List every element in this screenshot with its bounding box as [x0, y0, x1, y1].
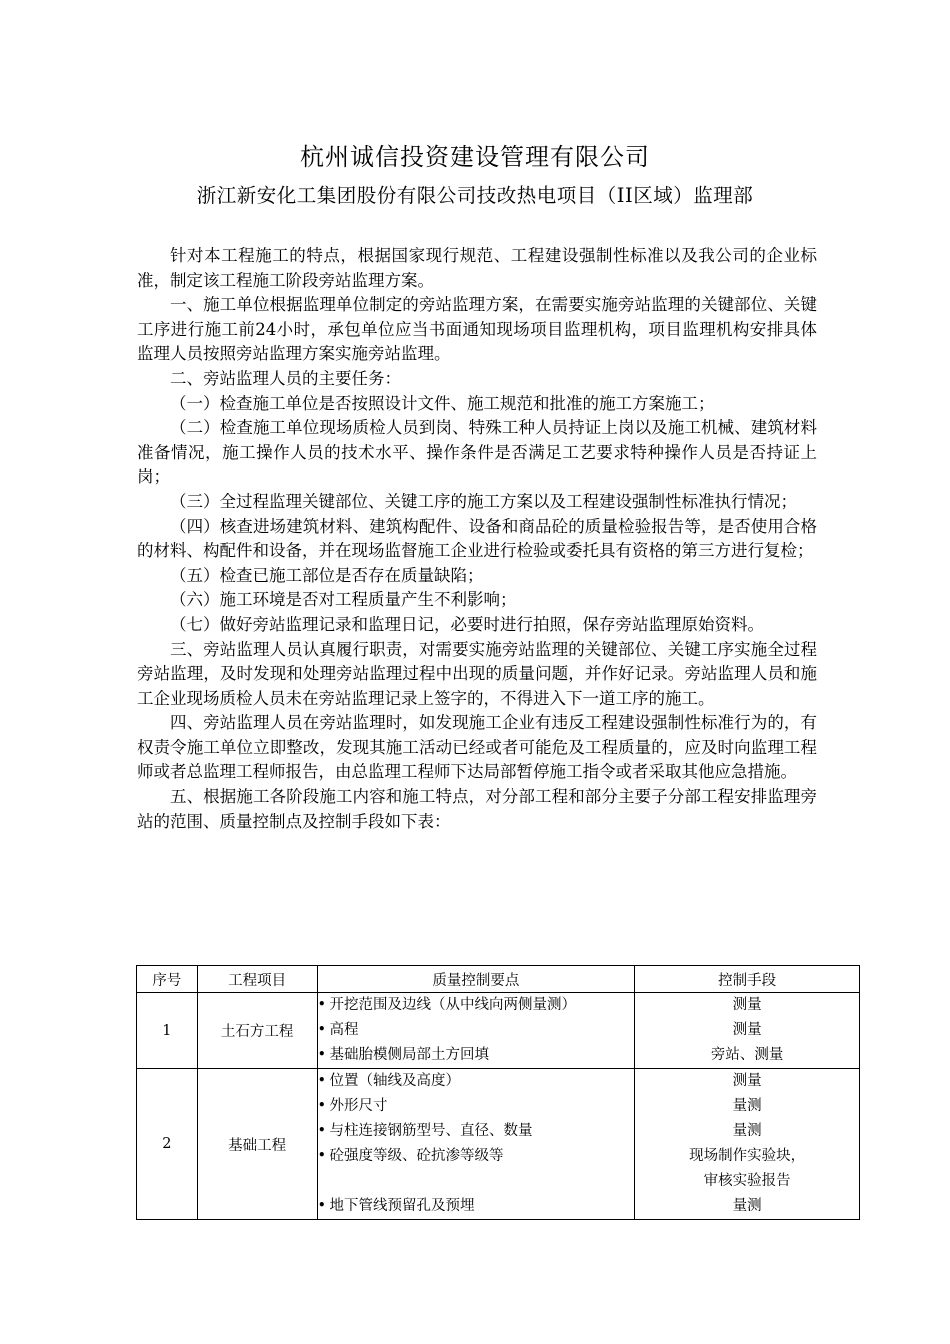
- paragraph-3: 三、旁站监理人员认真履行职责，对需要实施旁站监理的关键部位、关键工序实施全过程旁站监理，及时发现和处理旁站监理过程中出现的质量问题，并作好记录。旁站监理人员和施工企业现场质检人员未在旁站监理记录上签字的，不得进入下一道工序的施工。: [137, 639, 817, 708]
- project-title: 浙江新安化工集团股份有限公司技改热电项目（II区域）监理部: [196, 184, 754, 207]
- point-line: • 高程: [317, 1022, 359, 1038]
- header-methods: 控制手段: [635, 966, 860, 993]
- point-line: • 开挖范围及边线（从中线向两侧量测）: [317, 997, 576, 1013]
- table-row: [137, 993, 860, 1069]
- row-methods: [635, 1069, 860, 1220]
- method-line: 量测: [732, 1123, 762, 1139]
- task-2: （二）检查施工单位现场质检人员到岗、特殊工种人员持证上岗以及施工机械、建筑材料准备情况，施工操作人员的技术水平、操作条件是否满足工艺要求特种操作人员是否持证上岗；: [137, 418, 817, 487]
- point-line: • 与柱连接钢筋型号、直径、数量: [317, 1123, 533, 1139]
- point-line: • 位置（轴线及高度）: [317, 1073, 460, 1089]
- company-title: 杭州诚信投资建设管理有限公司: [300, 143, 650, 171]
- method-line: 旁站、测量: [710, 1047, 784, 1063]
- point-line: • 砼强度等级、砼抗渗等级等: [317, 1148, 504, 1164]
- method-line: 量测: [732, 1098, 762, 1114]
- row-item: 基础工程: [197, 1069, 317, 1220]
- row-no: 1: [137, 993, 198, 1069]
- method-line: 测量: [732, 1073, 762, 1089]
- task-7: （七）做好旁站监理记录和监理日记，必要时进行拍照，保存旁站监理原始资料。: [170, 614, 764, 634]
- paragraph-2: 二、旁站监理人员的主要任务：: [170, 368, 401, 388]
- method-line: 现场制作实验块，: [689, 1148, 806, 1164]
- row-no: 2: [137, 1069, 198, 1220]
- paragraph-4: 四、旁站监理人员在旁站监理时，如发现施工企业有违反工程建设强制性标准行为的，有权责令施工单位立即整改，发现其施工活动已经或者可能危及工程质量的，应及时向监理工程师或者总监理工程师报告，由总监理工程师下达局部暂停施工指令或者采取其他应急措施。: [137, 713, 817, 782]
- task-3: （三）全过程监理关键部位、关键工序的施工方案以及工程建设强制性标准执行情况；: [170, 491, 797, 511]
- method-line: 量测: [732, 1198, 762, 1214]
- row-points: [317, 1069, 635, 1220]
- paragraph-5: 五、根据施工各阶段施工内容和施工特点，对分部工程和部分主要子分部工程安排监理旁站的范围、质量控制点及控制手段如下表：: [137, 787, 817, 831]
- table-row: [137, 1069, 860, 1220]
- body-text: [137, 244, 817, 834]
- method-line: 测量: [732, 1022, 762, 1038]
- row-item: 土石方工程: [197, 993, 317, 1069]
- intro-paragraph: 针对本工程施工的特点，根据国家现行规范、工程建设强制性标准以及我公司的企业标准，制定该工程施工阶段旁站监理方案。: [137, 246, 817, 290]
- point-line-blank: [318, 1169, 635, 1194]
- header-no: 序号: [137, 966, 198, 993]
- point-line: • 外形尺寸: [317, 1098, 388, 1114]
- task-1: （一）检查施工单位是否按照设计文件、施工规范和批准的施工方案施工；: [170, 393, 715, 413]
- task-4: （四）核查进场建筑材料、建筑构配件、设备和商品砼的质量检验报告等，是否使用合格的材料、构配件和设备，并在现场监督施工企业进行检验或委托具有资格的第三方进行复检；: [137, 516, 817, 561]
- row-methods: [635, 993, 860, 1069]
- point-line: • 地下管线预留孔及预埋: [317, 1198, 475, 1214]
- control-table: [136, 965, 860, 1220]
- task-5: （五）检查已施工部位是否存在质量缺陷；: [170, 565, 484, 585]
- row-points: [317, 993, 635, 1069]
- paragraph-1: 一、施工单位根据监理单位制定的旁站监理方案，在需要实施旁站监理的关键部位、关键工序进行施工前24小时，承包单位应当书面通知现场项目监理机构，项目监理机构安排具体监理人员按照旁站监理方案实施旁站监理。: [137, 295, 817, 364]
- method-line: 测量: [732, 997, 762, 1013]
- header-item: 工程项目: [197, 966, 317, 993]
- point-line: • 基础胎模侧局部土方回填: [317, 1047, 489, 1063]
- method-line: 审核实验报告: [703, 1173, 791, 1189]
- header-points: 质量控制要点: [317, 966, 635, 993]
- table-header-row: [137, 966, 860, 993]
- task-6: （六）施工环境是否对工程质量产生不利影响；: [170, 590, 517, 610]
